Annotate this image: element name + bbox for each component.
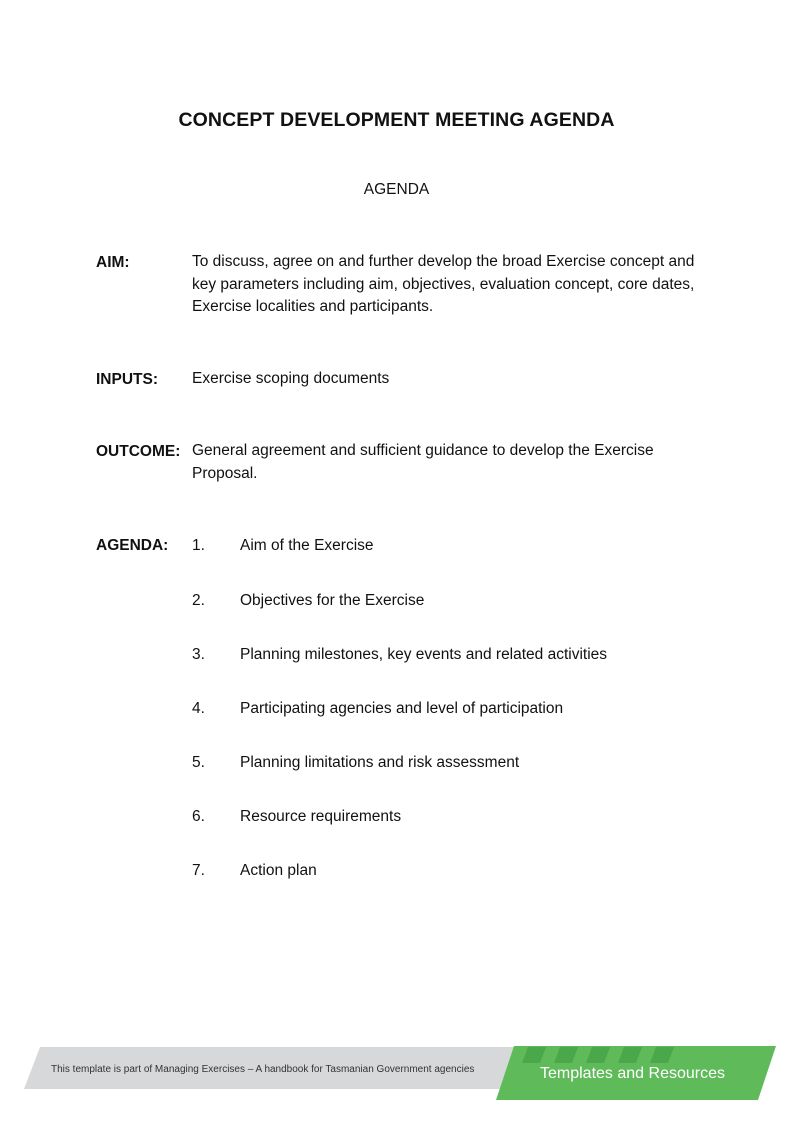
outcome-text: General agreement and sufficient guidance to develop the Exercise Proposal. (192, 442, 654, 482)
agenda-item-number: 2. (192, 592, 205, 609)
agenda-item-number: 5. (192, 754, 205, 771)
agenda-item-text: Participating agencies and level of participation (240, 700, 564, 717)
inputs-text: Exercise scoping documents (192, 370, 390, 387)
inputs-label: INPUTS: (96, 371, 158, 388)
aim-label: AIM: (96, 254, 130, 271)
agenda-heading: AGENDA (363, 181, 430, 198)
outcome-label: OUTCOME: (96, 443, 181, 460)
footer-note: This template is part of Managing Exercises – A handbook for Tasmanian Government agencies (51, 1064, 475, 1075)
agenda-item-number: 4. (192, 700, 205, 717)
footer-badge-text: Templates and Resources (540, 1065, 725, 1082)
agenda-item-text: Action plan (240, 862, 317, 879)
page-title: CONCEPT DEVELOPMENT MEETING AGENDA (178, 109, 615, 131)
agenda-item-text: Planning milestones, key events and related activities (240, 646, 608, 663)
agenda-item-text: Resource requirements (240, 808, 402, 825)
agenda-item-text: Aim of the Exercise (240, 537, 374, 554)
agenda-item-text: Planning limitations and risk assessment (240, 754, 520, 771)
agenda-item-number: 1. (192, 537, 205, 554)
agenda-item-text: Objectives for the Exercise (240, 592, 425, 609)
agenda-item-number: 6. (192, 808, 205, 825)
agenda-label: AGENDA: (96, 537, 169, 554)
agenda-item-number: 3. (192, 646, 205, 663)
aim-text: To discuss, agree on and further develop the broad Exercise concept and key parameters including aim, objectives, evaluation concept, core dates, Exercise localities and participants. (192, 253, 695, 315)
agenda-item-number: 7. (192, 862, 205, 879)
